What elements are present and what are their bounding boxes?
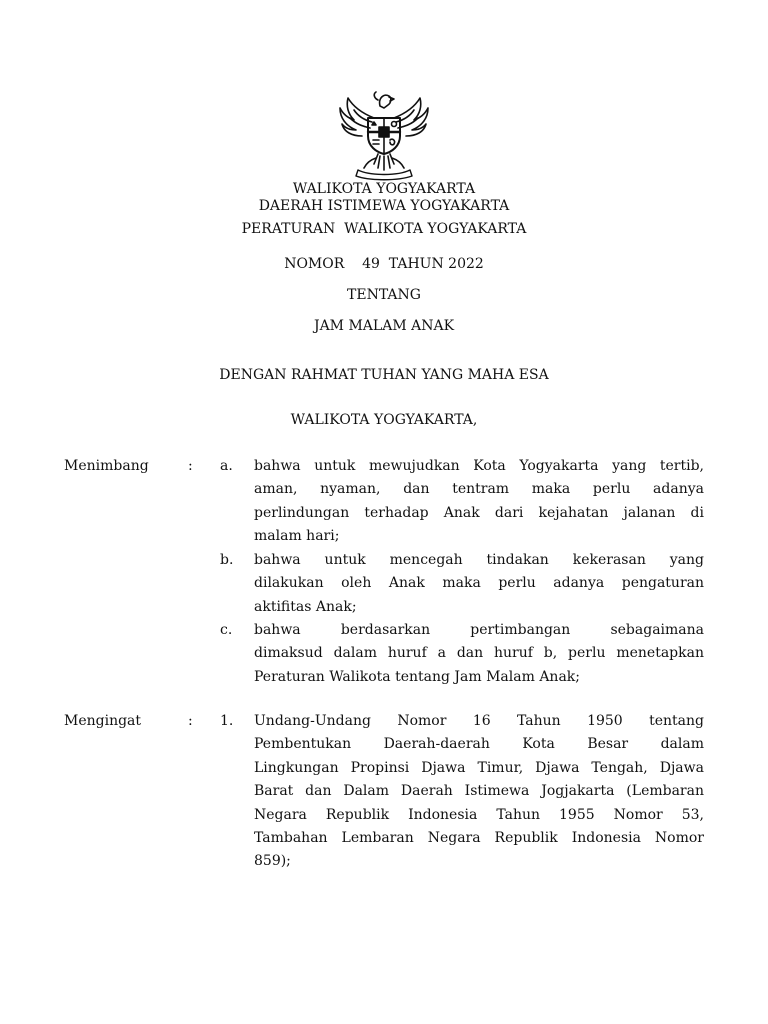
text-line: 859); — [254, 853, 291, 870]
text-line: aktifitas Anak; — [254, 598, 357, 615]
text-line: aman, nyaman, dan tentram maka perlu adanya — [254, 481, 704, 498]
text-line: bahwa berdasarkan pertimbangan sebagaimana — [254, 622, 704, 638]
text-line: Pembentukan Daerah-daerah Kota Besar dalam — [254, 736, 704, 753]
text-line: dimaksud dalam huruf a dan huruf b, perlu menetapkan — [254, 645, 704, 662]
section-colon: : — [188, 458, 193, 474]
issuer-region: DAERAH ISTIMEWA YOGYAKARTA — [258, 198, 510, 214]
about-label: TENTANG — [347, 287, 421, 303]
regulation-number: NOMOR 49 TAHUN 2022 — [284, 256, 484, 272]
regulation-subject: JAM MALAM ANAK — [313, 318, 455, 334]
regulation-title: PERATURAN WALIKOTA YOGYAKARTA — [241, 221, 527, 237]
blessing-line: DENGAN RAHMAT TUHAN YANG MAHA ESA — [219, 367, 549, 383]
text-line: perlindungan terhadap Anak dari kejahatan jalanan di — [254, 504, 704, 521]
item-text — [254, 549, 704, 619]
text-line: Undang-Undang Nomor 16 Tahun 1950 tentang — [254, 713, 704, 729]
item-text — [254, 455, 704, 549]
item-marker: a. — [220, 458, 233, 474]
text-line: Peraturan Walikota tentang Jam Malam Anak; — [254, 668, 580, 685]
section-colon: : — [188, 713, 193, 729]
text-line: Lingkungan Propinsi Djawa Timur, Djawa Tengah, Djawa — [254, 759, 704, 776]
garuda-emblem-icon — [334, 88, 434, 182]
item-marker: b. — [220, 552, 234, 568]
section-label: Mengingat — [64, 713, 142, 729]
section-label: Menimbang — [64, 458, 149, 474]
text-line: Negara Republik Indonesia Tahun 1955 Nomor 53, — [254, 806, 704, 823]
text-line: Barat dan Dalam Daerah Istimewa Jogjakarta (Lembaran — [254, 783, 704, 800]
item-text — [254, 710, 704, 874]
official-title: WALIKOTA YOGYAKARTA, — [290, 412, 478, 428]
text-line: dilakukan oleh Anak maka perlu adanya pengaturan — [254, 575, 704, 592]
text-line: malam hari; — [254, 528, 340, 545]
item-marker: 1. — [220, 713, 234, 729]
text-line: bahwa untuk mencegah tindakan kekerasan yang — [254, 552, 704, 568]
issuer-title: WALIKOTA YOGYAKARTA — [292, 181, 476, 197]
item-marker: c. — [220, 622, 233, 638]
text-line: bahwa untuk mewujudkan Kota Yogyakarta yang tertib, — [254, 458, 704, 474]
text-line: Tambahan Lembaran Negara Republik Indonesia Nomor — [254, 829, 704, 846]
item-text — [254, 619, 704, 689]
